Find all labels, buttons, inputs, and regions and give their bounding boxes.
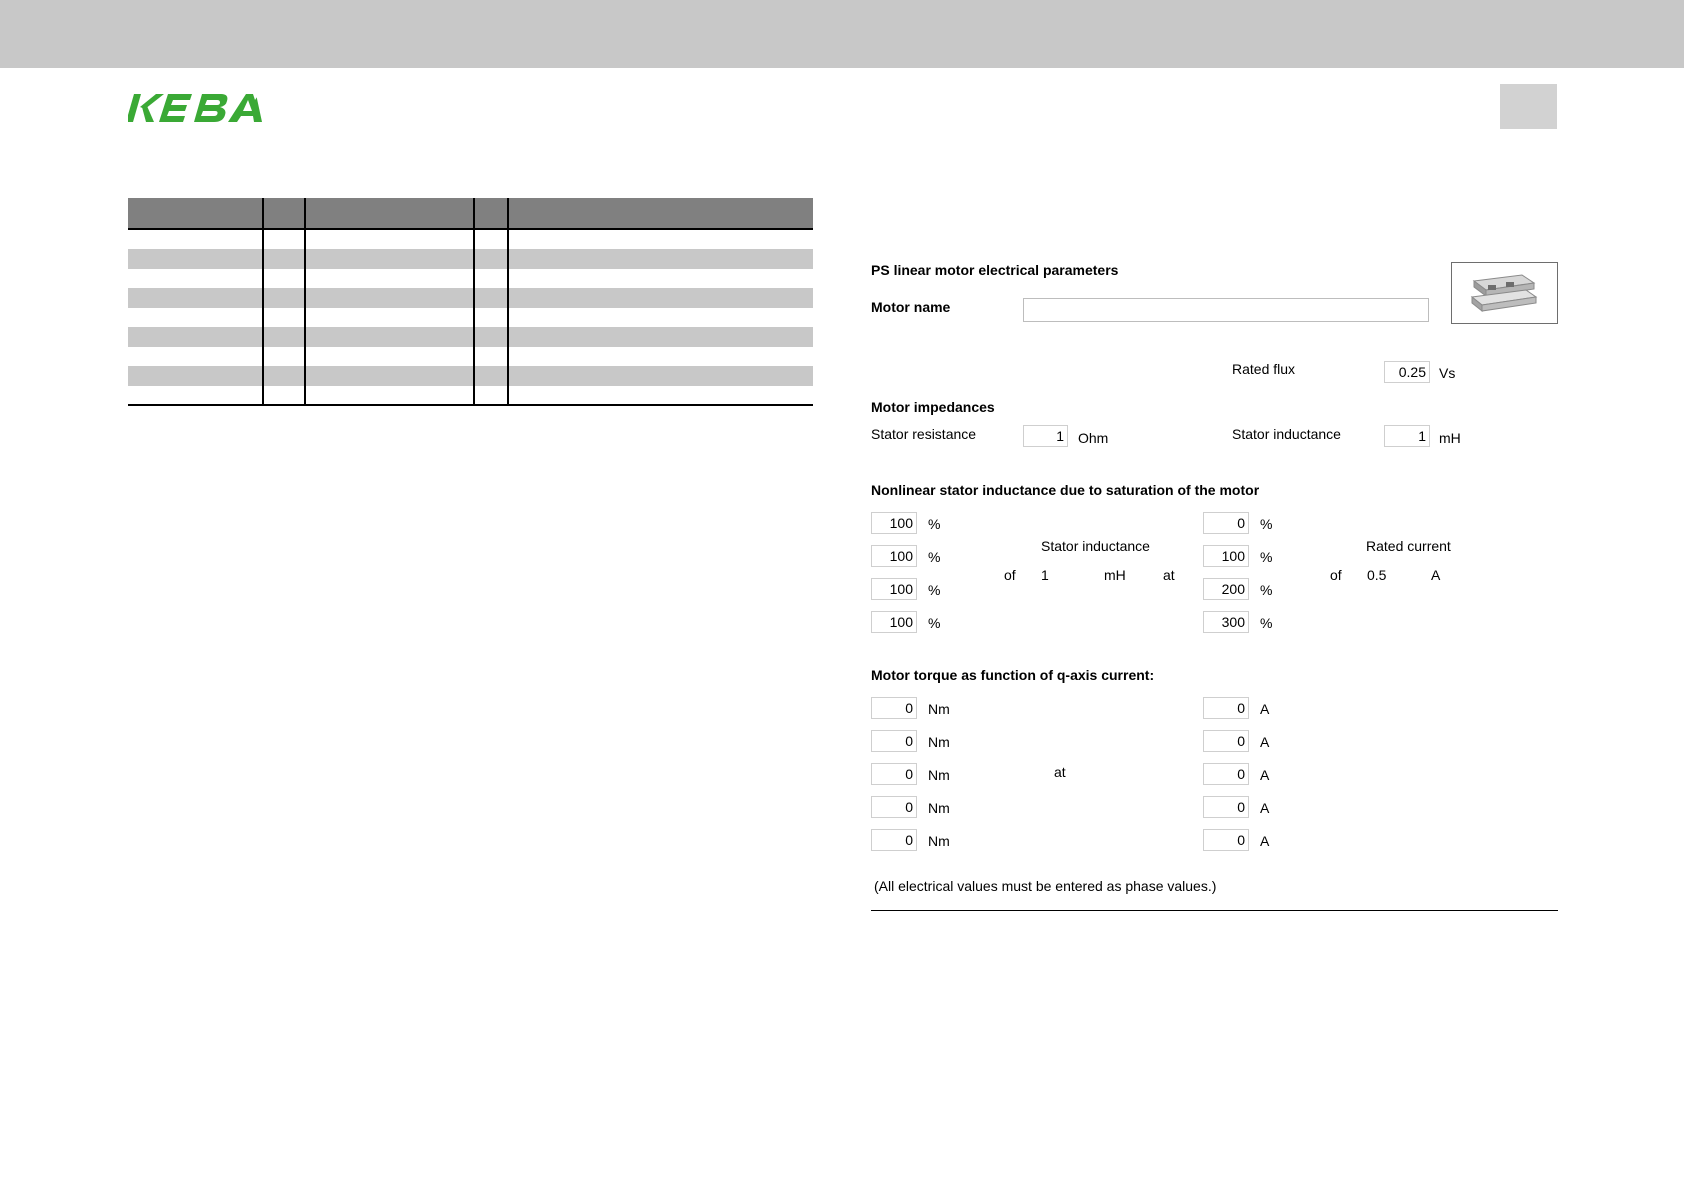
current-percent-input-4[interactable]: 300 <box>1203 611 1249 633</box>
inductance-percent-input-3[interactable]: 100 <box>871 578 917 600</box>
percent-unit: % <box>1260 516 1273 532</box>
torque-unit: Nm <box>928 833 950 849</box>
motor-image-frame <box>1451 262 1558 324</box>
table-row <box>128 327 813 347</box>
motor-impedances-heading: Motor impedances <box>871 399 995 415</box>
inductance-percent-input-4[interactable]: 100 <box>871 611 917 633</box>
current-input-4[interactable]: 0 <box>1203 796 1249 818</box>
rated-flux-unit: Vs <box>1439 365 1456 381</box>
current-unit: A <box>1260 767 1270 783</box>
table-header-rule <box>128 228 813 230</box>
torque-input-2[interactable]: 0 <box>871 730 917 752</box>
current-input-3[interactable]: 0 <box>1203 763 1249 785</box>
of-label-2: of <box>1330 567 1342 583</box>
current-unit: A <box>1260 800 1270 816</box>
table-row <box>128 249 813 269</box>
at-label: at <box>1163 567 1175 583</box>
torque-input-3[interactable]: 0 <box>871 763 917 785</box>
current-unit: A <box>1260 833 1270 849</box>
percent-unit: % <box>928 516 941 532</box>
torque-unit: Nm <box>928 734 950 750</box>
form-bottom-rule <box>871 910 1558 911</box>
current-percent-input-3[interactable]: 200 <box>1203 578 1249 600</box>
rated-current-unit: A <box>1431 567 1441 583</box>
current-unit: A <box>1260 701 1270 717</box>
stator-inductance-input[interactable]: 1 <box>1384 425 1430 447</box>
torque-unit: Nm <box>928 800 950 816</box>
motor-name-input[interactable] <box>1023 298 1429 322</box>
table-column-divider <box>473 198 475 406</box>
current-percent-input-1[interactable]: 0 <box>1203 512 1249 534</box>
keba-logo <box>128 92 268 126</box>
inductance-reference-unit: mH <box>1104 567 1126 583</box>
percent-unit: % <box>1260 582 1273 598</box>
current-input-5[interactable]: 0 <box>1203 829 1249 851</box>
current-input-1[interactable]: 0 <box>1203 697 1249 719</box>
current-unit: A <box>1260 734 1270 750</box>
stator-resistance-label: Stator resistance <box>871 426 977 442</box>
stator-inductance-caption: Stator inductance <box>1041 538 1150 554</box>
rated-flux-input[interactable]: 0.25 <box>1384 361 1430 383</box>
stator-inductance-label: Stator inductance <box>1232 426 1341 442</box>
stator-resistance-input[interactable]: 1 <box>1023 425 1068 447</box>
table-column-divider <box>262 198 264 406</box>
nonlinear-heading: Nonlinear stator inductance due to saturation of the motor <box>871 482 1260 498</box>
parameter-table <box>128 198 813 406</box>
torque-heading: Motor torque as function of q-axis current: <box>871 667 1155 683</box>
torque-input-1[interactable]: 0 <box>871 697 917 719</box>
percent-unit: % <box>928 549 941 565</box>
motor-name-label: Motor name <box>871 299 951 315</box>
current-input-2[interactable]: 0 <box>1203 730 1249 752</box>
top-header-bar <box>0 0 1684 68</box>
percent-unit: % <box>928 615 941 631</box>
torque-input-5[interactable]: 0 <box>871 829 917 851</box>
keba-logo-icon <box>128 92 268 126</box>
torque-input-4[interactable]: 0 <box>871 796 917 818</box>
rated-current-value: 0.5 <box>1367 567 1387 583</box>
torque-unit: Nm <box>928 701 950 717</box>
torque-at-label: at <box>1054 764 1066 780</box>
form-title: PS linear motor electrical parameters <box>871 262 1119 278</box>
stator-resistance-unit: Ohm <box>1078 430 1109 446</box>
table-header-row <box>128 198 813 228</box>
table-row <box>128 366 813 386</box>
table-column-divider <box>304 198 306 406</box>
rated-flux-label: Rated flux <box>1232 361 1296 377</box>
page-corner-tab <box>1500 84 1557 129</box>
inductance-percent-input-1[interactable]: 100 <box>871 512 917 534</box>
inductance-reference-value: 1 <box>1041 567 1049 583</box>
table-row <box>128 288 813 308</box>
rated-current-caption: Rated current <box>1366 538 1451 554</box>
motor-parameters-form <box>871 255 1558 915</box>
table-column-divider <box>507 198 509 406</box>
phase-values-footnote: (All electrical values must be entered as phase values.) <box>874 878 1217 894</box>
percent-unit: % <box>928 582 941 598</box>
of-label: of <box>1004 567 1016 583</box>
percent-unit: % <box>1260 549 1273 565</box>
stator-inductance-unit: mH <box>1439 430 1461 446</box>
percent-unit: % <box>1260 615 1273 631</box>
torque-unit: Nm <box>928 767 950 783</box>
linear-motor-icon <box>1452 263 1557 323</box>
table-bottom-rule <box>128 404 813 406</box>
current-percent-input-2[interactable]: 100 <box>1203 545 1249 567</box>
inductance-percent-input-2[interactable]: 100 <box>871 545 917 567</box>
